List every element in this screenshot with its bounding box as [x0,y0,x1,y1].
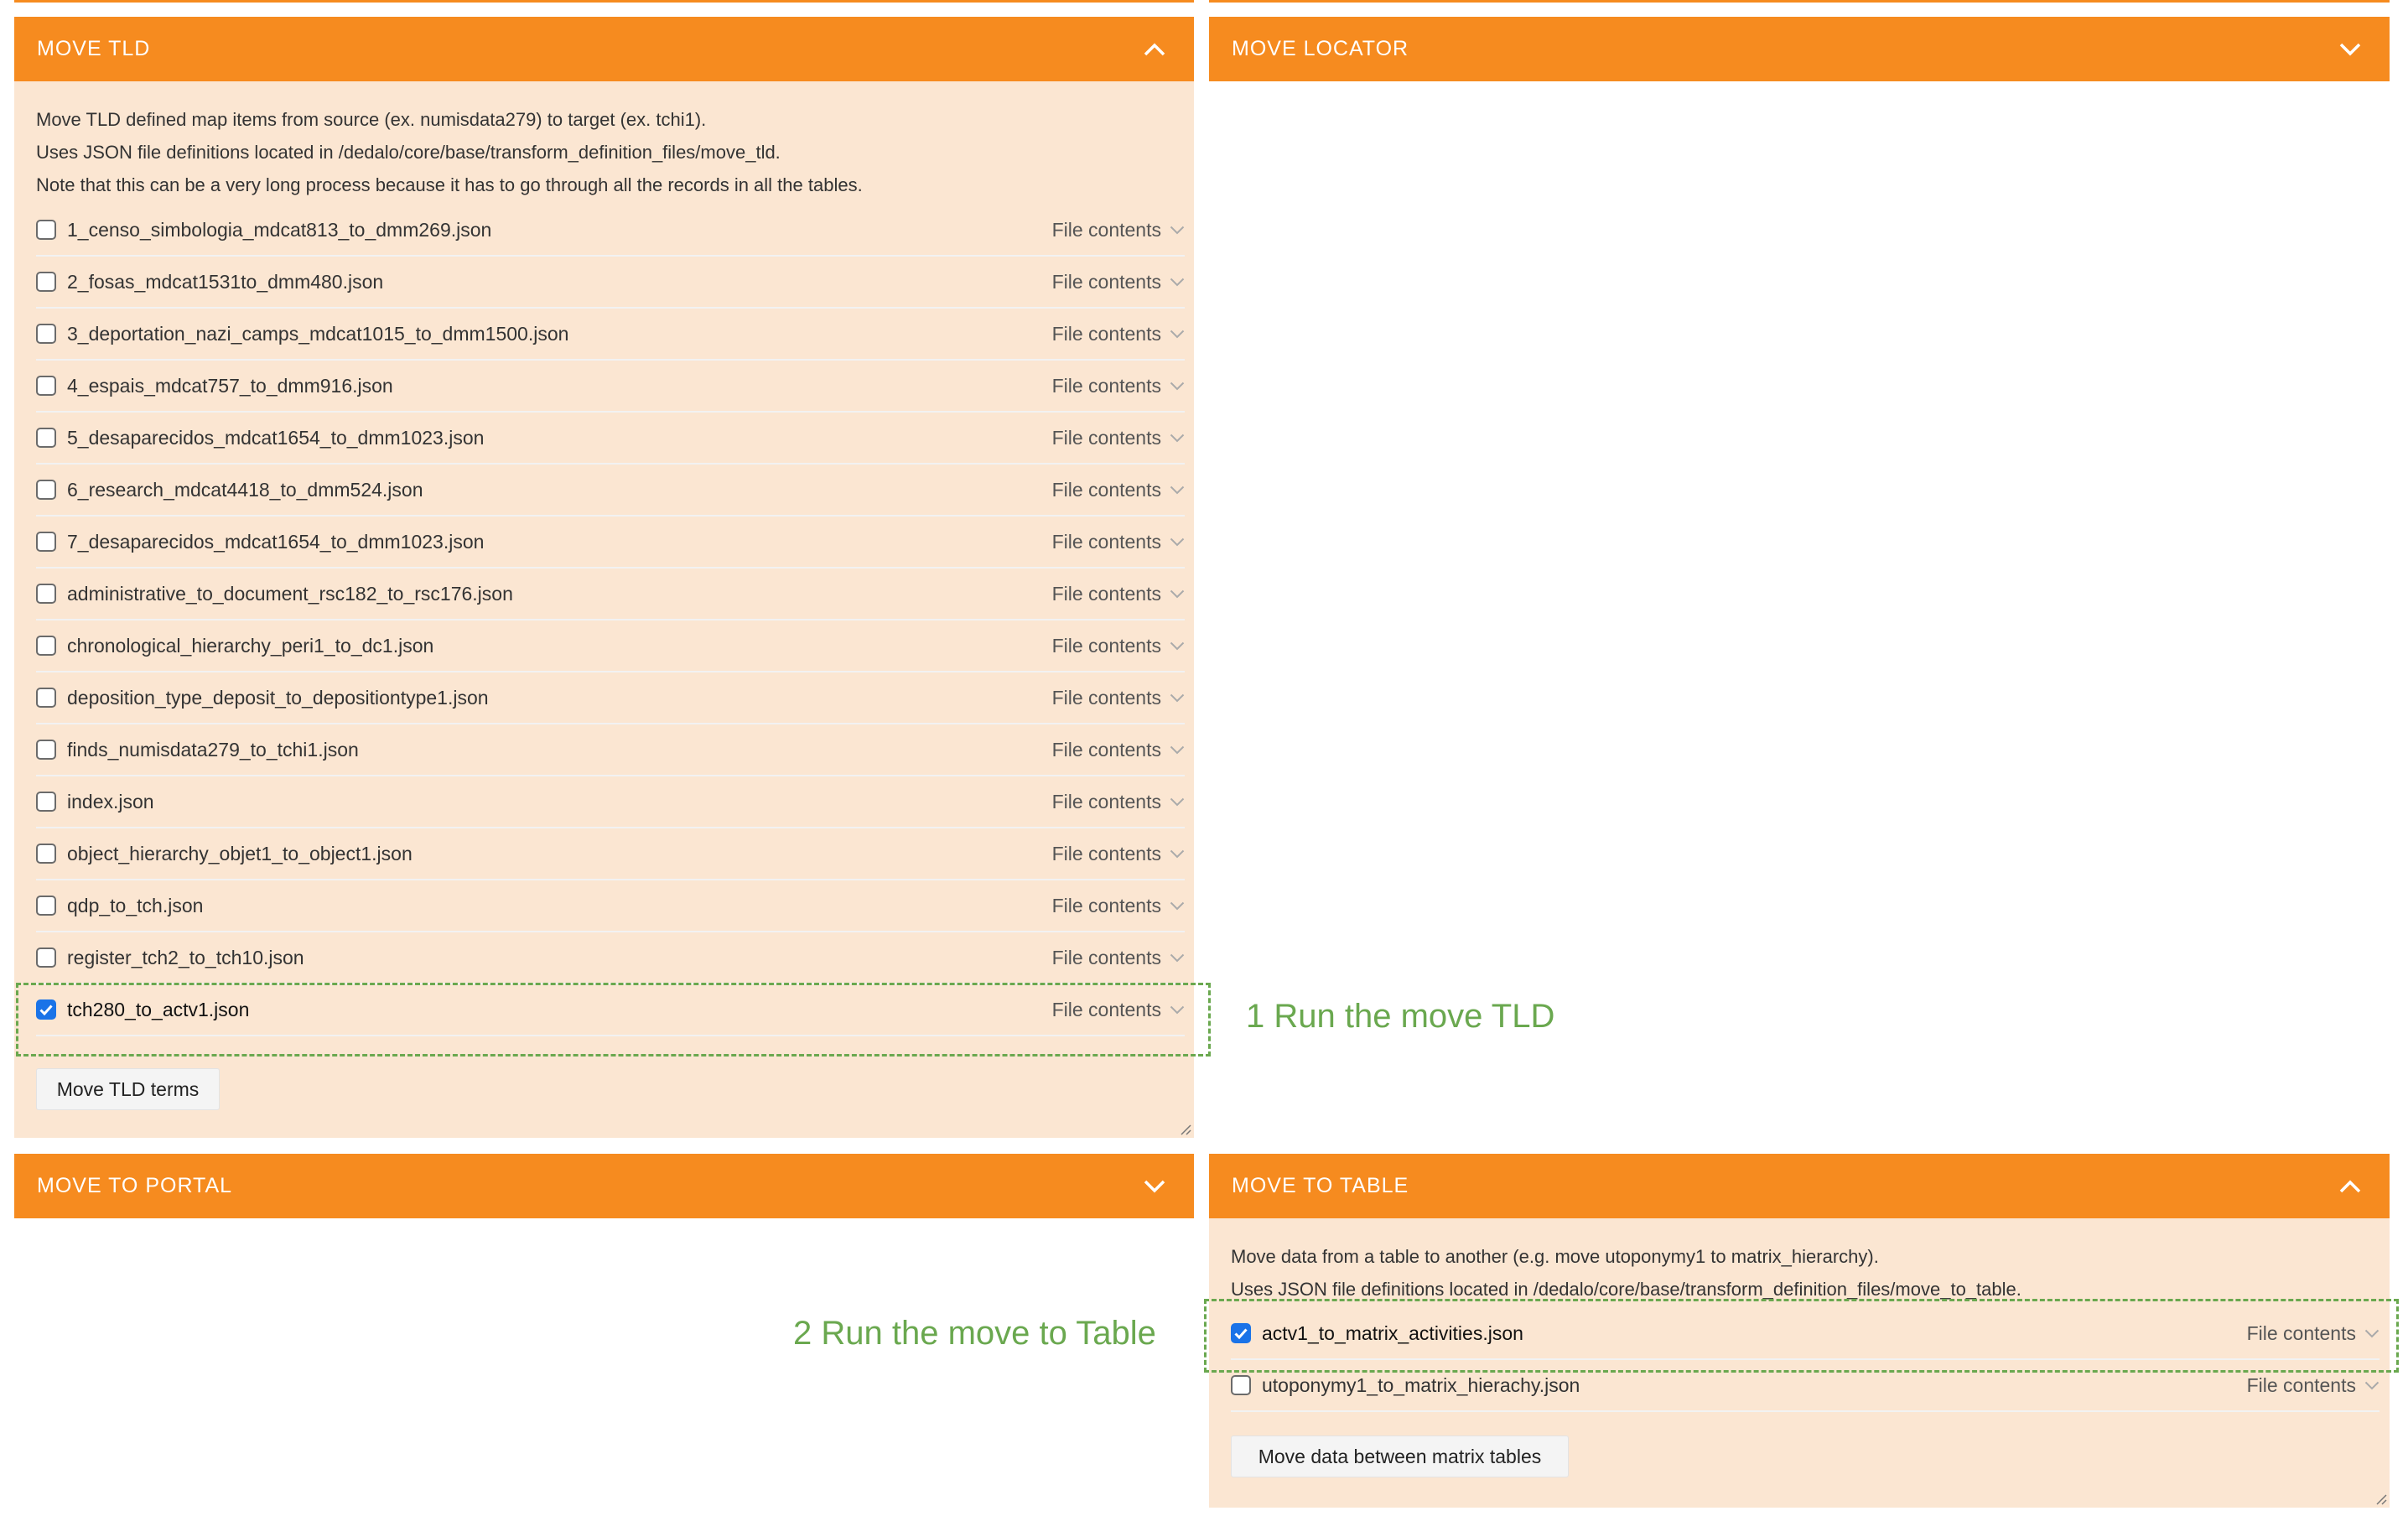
file-contents-toggle[interactable] [1052,375,1185,397]
file-checkbox[interactable] [36,792,56,812]
chevron-down-icon [1170,693,1185,703]
file-contents-label: File contents [2246,1373,2356,1396]
move-to-table-desc-line: Move data from a table to another (e.g. move utoponymy1 to matrix_hierarchy). [1231,1246,1879,1267]
file-checkbox[interactable] [36,480,56,500]
file-row [36,620,1185,672]
move-to-table-title: MOVE TO TABLE [1232,1174,1409,1197]
file-name: 7_desaparecidos_mdcat1654_to_dmm1023.json [67,530,485,553]
chevron-down-icon[interactable] [1138,1170,1171,1203]
file-name: administrative_to_document_rsc182_to_rsc176.json [67,582,513,605]
chevron-down-icon [1170,641,1185,651]
file-name: qdp_to_tch.json [67,894,204,916]
file-name: actv1_to_matrix_activities.json [1262,1321,1523,1344]
file-row [36,880,1185,932]
file-contents-toggle[interactable] [1052,323,1185,345]
chevron-down-icon [1170,953,1185,963]
move-tld-terms-button[interactable]: Move TLD terms [36,1068,220,1110]
resize-handle-icon[interactable] [2375,1493,2387,1505]
file-contents-toggle[interactable] [1052,687,1185,709]
file-checkbox[interactable] [36,896,56,916]
move-tld-desc-line: Uses JSON file definitions located in /dedalo/core/base/transform_definition_files/move_tld. [36,142,781,163]
file-checkbox[interactable] [36,740,56,760]
file-contents-toggle[interactable] [1052,219,1185,241]
file-name: tch280_to_actv1.json [67,998,250,1020]
file-contents-label: File contents [1051,790,1161,813]
file-row [36,672,1185,724]
file-name: object_hierarchy_objet1_to_object1.json [67,842,413,864]
resize-handle-icon[interactable] [1180,1124,1191,1135]
move-locator-header[interactable] [1209,17,2390,81]
file-name: index.json [67,790,154,813]
chevron-down-icon [1170,745,1185,755]
file-contents-label: File contents [1051,374,1161,397]
move-tld-body [14,81,1194,1138]
move-to-portal-title: MOVE TO PORTAL [37,1174,233,1197]
file-contents-toggle[interactable] [1052,843,1185,865]
file-contents-label: File contents [1051,894,1161,916]
file-contents-label: File contents [1051,738,1161,761]
file-row [36,309,1185,361]
file-contents-label: File contents [1051,634,1161,657]
move-tld-desc-line: Move TLD defined map items from source (ex. numisdata279) to target (ex. tchi1). [36,109,707,130]
move-to-table-desc-line: Uses JSON file definitions located in /dedalo/core/base/transform_definition_files/move_to_table. [1231,1279,2021,1300]
file-checkbox[interactable] [36,324,56,344]
file-row [36,776,1185,828]
move-data-between-matrix-tables-button[interactable]: Move data between matrix tables [1231,1436,1569,1477]
file-contents-label: File contents [2246,1321,2356,1344]
chevron-down-icon [2364,1381,2379,1390]
file-checkbox[interactable] [36,636,56,656]
file-checkbox[interactable] [36,844,56,864]
file-contents-label: File contents [1051,998,1161,1020]
file-name: finds_numisdata279_to_tchi1.json [67,738,359,761]
file-contents-toggle[interactable] [1052,947,1185,969]
move-tld-title: MOVE TLD [37,37,151,60]
move-tld-header[interactable] [14,17,1194,81]
file-name: deposition_type_deposit_to_depositiontype1.json [67,686,489,709]
file-contents-toggle[interactable] [1052,895,1185,917]
chevron-down-icon [1170,901,1185,911]
chevron-down-icon [1170,382,1185,391]
move-to-portal-header[interactable] [14,1154,1194,1218]
file-row [36,257,1185,309]
file-contents-toggle[interactable] [1052,739,1185,761]
chevron-down-icon [1170,485,1185,495]
chevron-up-icon[interactable] [1138,33,1171,66]
move-tld-file-list [36,205,1185,1043]
move-locator-title: MOVE LOCATOR [1232,37,1409,60]
file-contents-label: File contents [1051,322,1161,345]
file-name: utoponymy1_to_matrix_hierachy.json [1262,1373,1580,1396]
file-row [36,205,1185,257]
chevron-down-icon [1170,849,1185,859]
chevron-down-icon [1170,537,1185,547]
file-contents-label: File contents [1051,478,1161,501]
file-contents-label: File contents [1051,842,1161,864]
file-name: 1_censo_simbologia_mdcat813_to_dmm269.json [67,218,492,241]
file-contents-toggle[interactable] [1052,791,1185,813]
move-tld-description [36,103,863,201]
file-row [36,465,1185,517]
top-divider-right [1209,0,2390,3]
file-contents-toggle[interactable] [1052,427,1185,449]
file-name: 3_deportation_nazi_camps_mdcat1015_to_dmm1500.json [67,322,569,345]
annotation-step1: 1 Run the move TLD [1246,998,1555,1035]
chevron-down-icon [1170,226,1185,235]
annotation-step2: 2 Run the move to Table [793,1315,1156,1352]
move-to-table-description [1231,1240,2021,1306]
file-contents-label: File contents [1051,582,1161,605]
file-name: 5_desaparecidos_mdcat1654_to_dmm1023.json [67,426,485,449]
file-contents-toggle[interactable] [1052,635,1185,657]
file-row [36,828,1185,880]
file-checkbox[interactable] [36,220,56,240]
file-name: register_tch2_to_tch10.json [67,946,304,968]
file-row [36,932,1185,984]
file-checkbox[interactable] [36,532,56,552]
file-checkbox[interactable] [36,584,56,604]
move-tld-desc-line: Note that this can be a very long process because it has to go through all the records in all the tables. [36,174,863,195]
file-checkbox[interactable] [36,948,56,968]
file-contents-toggle[interactable] [2247,1374,2379,1397]
file-row [36,724,1185,776]
file-contents-label: File contents [1051,270,1161,293]
highlight-box-step1 [16,983,1211,1057]
chevron-down-icon [1170,434,1185,443]
chevron-up-icon[interactable] [2333,1170,2367,1203]
file-checkbox[interactable] [36,688,56,708]
file-checkbox[interactable] [36,376,56,396]
file-contents-toggle[interactable] [1052,479,1185,501]
file-row [36,361,1185,413]
file-contents-label: File contents [1051,530,1161,553]
file-contents-toggle[interactable] [1052,271,1185,293]
file-contents-label: File contents [1051,686,1161,709]
chevron-down-icon [1170,797,1185,807]
file-checkbox[interactable] [36,272,56,292]
file-name: 4_espais_mdcat757_to_dmm916.json [67,374,393,397]
file-name: chronological_hierarchy_peri1_to_dc1.json [67,634,434,657]
chevron-down-icon [1170,330,1185,339]
file-name: 6_research_mdcat4418_to_dmm524.json [67,478,423,501]
file-checkbox[interactable] [1231,1375,1251,1395]
move-to-table-header[interactable] [1209,1154,2390,1218]
file-name: 2_fosas_mdcat1531to_dmm480.json [67,270,384,293]
file-contents-toggle[interactable] [1052,583,1185,605]
file-contents-toggle[interactable] [1052,531,1185,553]
highlight-box-step2 [1204,1299,2399,1373]
file-contents-label: File contents [1051,218,1161,241]
file-row [36,568,1185,620]
chevron-down-icon [1170,278,1185,287]
file-row [36,413,1185,465]
top-divider-left [14,0,1194,3]
file-row [36,517,1185,568]
file-checkbox[interactable] [36,428,56,448]
chevron-down-icon [1170,589,1185,599]
file-contents-label: File contents [1051,426,1161,449]
chevron-down-icon[interactable] [2333,33,2367,66]
file-contents-label: File contents [1051,946,1161,968]
